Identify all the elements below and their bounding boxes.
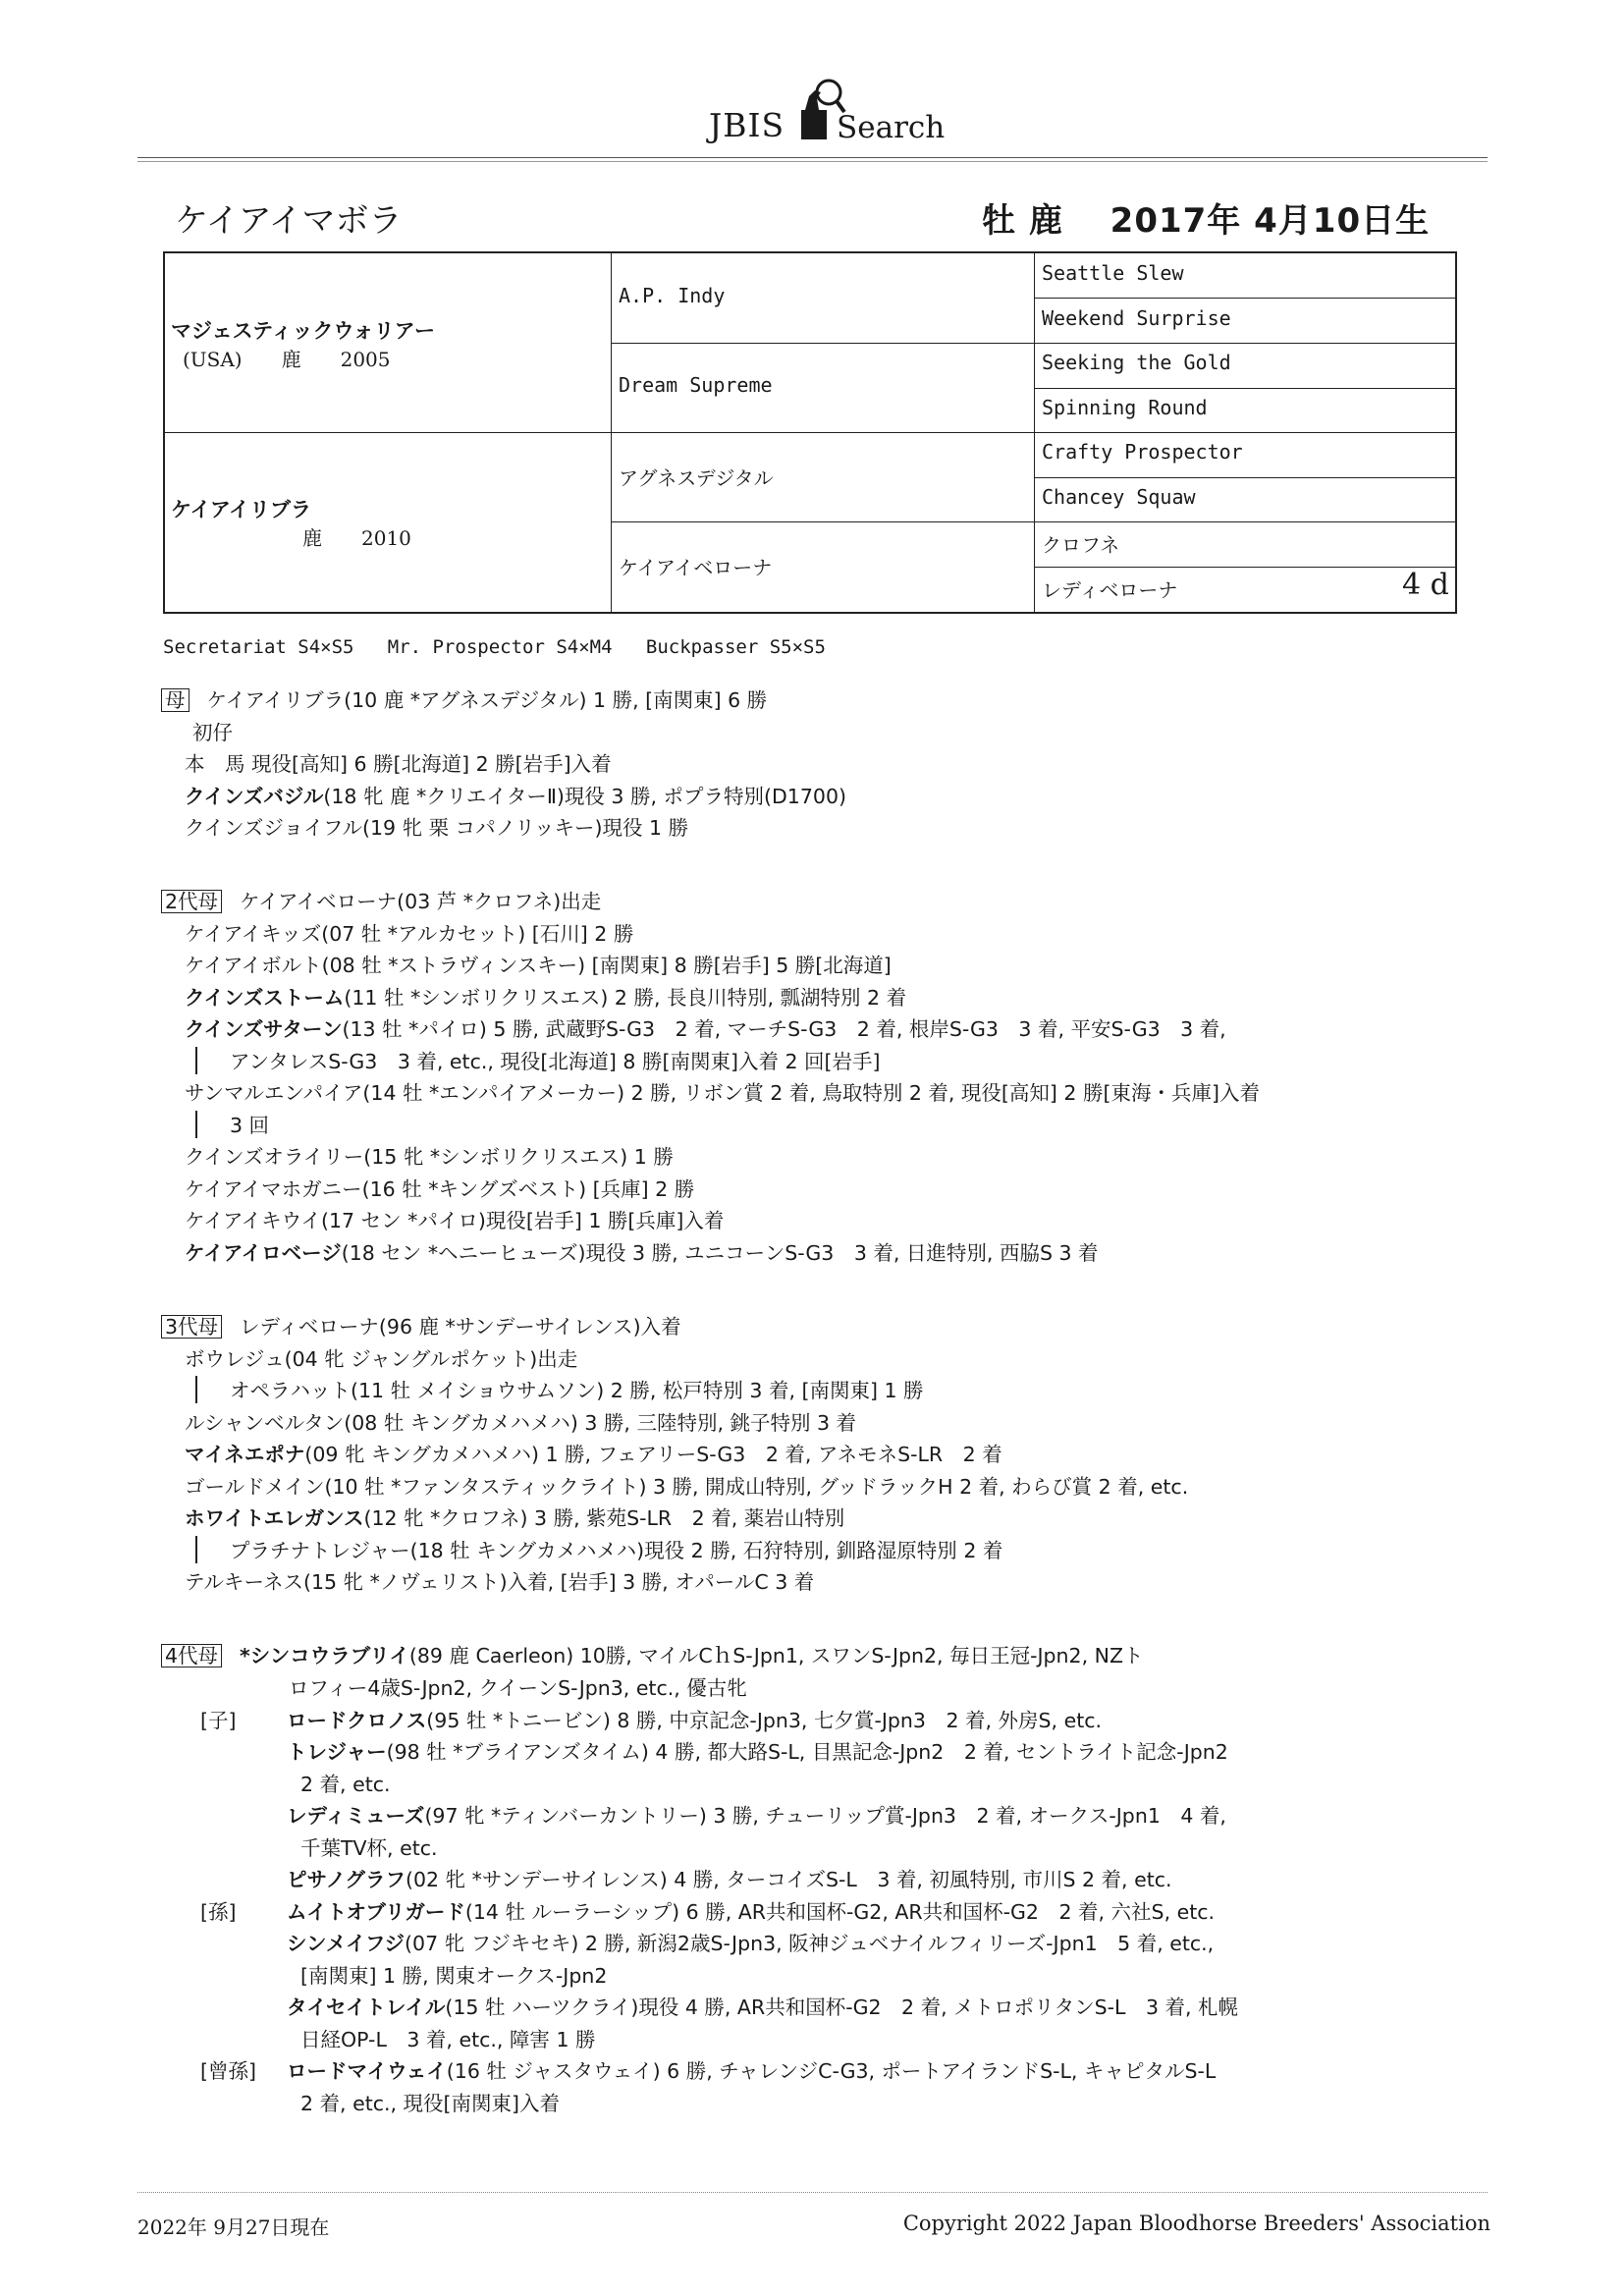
list-item: クインズサターン(13 牡 *パイロ) 5 勝, 武蔵野S-G3 2 着, マーチS-G3 2 着, 根岸S-G3 3 着, 平安S-G3 3 着, xyxy=(185,1017,1226,1041)
list-item-child: オペラハット(11 牡 メイショウサムソン) 2 勝, 松戸特別 3 着, [南関東] 1 勝 xyxy=(230,1379,924,1402)
list-item-continued: アンタレスS-G3 3 着, etc., 現役[北海道] 8 勝[南関東]入着 2 回[岩手] xyxy=(230,1050,881,1073)
copyright: Copyright 2022 Japan Bloodhorse Breeders' Association xyxy=(902,2212,1490,2235)
list-item: ケイアイロベージ(18 セン *ヘニーヒューズ)現役 3 勝, ユニコーンS-G3 3 着, 日進特別, 西脇S 3 着 xyxy=(185,1241,1099,1265)
gen3-7: クロフネ xyxy=(1042,533,1120,557)
jbis-search-logo[interactable] xyxy=(705,77,946,153)
list-item: ピサノグラフ(02 牝 *サンデーサイレンス) 4 勝, ターコイズS-L 3 着, 初風特別, 市川S 2 着, etc. xyxy=(287,1868,1172,1891)
list-item: ゴールドメイン(10 牡 *ファンタスティックライト) 3 勝, 開成山特別, グッドラックH 2 着, わらび賞 2 着, etc. xyxy=(185,1475,1189,1499)
continuation-bar xyxy=(195,1376,197,1403)
list-item: クインズオライリー(15 牝 *シンボリクリスエス) 1 勝 xyxy=(185,1145,674,1169)
list-item: ロードマイウェイ(16 牡 ジャスタウェイ) 6 勝, チャレンジC-G3, ポートアイランドS-L, キャピタルS-L xyxy=(287,2059,1217,2083)
dam-detail: 鹿 2010 xyxy=(302,526,411,550)
list-item: ホワイトエレガンス(12 牝 *クロフネ) 3 勝, 紫苑S-LR 2 着, 薬岩山特別 xyxy=(185,1506,845,1530)
list-item: テルキーネス(15 牝 *ノヴェリスト)入着, [岩手] 3 勝, オパールC 3 着 xyxy=(185,1570,815,1594)
continuation-bar xyxy=(195,1111,197,1138)
list-item: 初仔 xyxy=(192,721,233,744)
list-item: ルシャンベルタン(08 牡 キングカメハメハ) 3 勝, 三陸特別, 銚子特別 3 着 xyxy=(185,1411,857,1435)
gen3-5: Crafty Prospector xyxy=(1042,440,1243,464)
list-item-continued: 2 着, etc., 現役[南関東]入着 xyxy=(300,2092,561,2115)
horse-info: 牡 鹿 2017年 4月10日生 xyxy=(982,201,1431,241)
list-item: ケイアイキウイ(17 セン *パイロ)現役[岩手] 1 勝[兵庫]入着 xyxy=(185,1209,725,1232)
sire-name: マジェスティックウォリアー xyxy=(171,319,436,343)
generation-label-child: [子] xyxy=(200,1709,237,1732)
gen3-2: Weekend Surprise xyxy=(1042,306,1231,330)
list-item: サンマルエンパイア(14 牡 *エンパイアメーカー) 2 勝, リボン賞 2 着, 鳥取特別 2 着, 現役[高知] 2 勝[東海・兵庫]入着 xyxy=(185,1081,1260,1105)
list-item: ムイトオブリガード(14 牡 ルーラーシップ) 6 勝, AR共和国杯-G2, AR共和国杯-G2 2 着, 六社S, etc. xyxy=(287,1900,1216,1924)
section-tag: 4代母 xyxy=(161,1644,222,1667)
gen3-8: レディベローナ xyxy=(1042,578,1178,602)
gen3-3: Seeking the Gold xyxy=(1042,351,1231,374)
inbreeding-line: Secretariat S4×S5 Mr. Prospector S4×M4 Buckpasser S5×S5 xyxy=(163,636,826,658)
header-rule xyxy=(137,157,1488,158)
list-item: ケイアイボルト(08 牡 *ストラヴィンスキー) [南関東] 8 勝[岩手] 5 勝[北海道] xyxy=(185,954,892,977)
as-of-date: 2022年 9月27日現在 xyxy=(137,2215,330,2239)
list-item: レディミューズ(97 牝 *ティンバーカントリー) 3 勝, チューリップ賞-Jpn3 2 着, オークス-Jpn1 4 着, xyxy=(287,1804,1226,1828)
dam-sire: アグネスデジタル xyxy=(619,466,774,490)
list-item: 本 馬 現役[高知] 6 勝[北海道] 2 勝[岩手]入着 xyxy=(185,752,612,776)
section-head-continued: ロフィー4歳S-Jpn2, クイーンS-Jpn3, etc., 優古牝 xyxy=(289,1676,747,1700)
list-item: クインズストーム(11 牡 *シンボリクリスエス) 2 勝, 長良川特別, 瓢湖特別 2 着 xyxy=(185,986,907,1010)
horse-name: ケイアイマボラ xyxy=(175,201,403,241)
g3-section-head: 3代母 レディベローナ(96 鹿 *サンデーサイレンス)入着 xyxy=(161,1313,681,1340)
list-item: クインズジョイフル(19 牝 栗 コパノリッキー)現役 1 勝 xyxy=(185,816,689,840)
continuation-bar xyxy=(195,1047,197,1074)
list-item: クインズバジル(18 牝 鹿 *クリエイターⅡ)現役 3 勝, ポプラ特別(D1700) xyxy=(185,785,846,808)
g2-section-head: 2代母 ケイアイベローナ(03 芦 *クロフネ)出走 xyxy=(161,888,601,915)
logo-jbis-text: JBIS xyxy=(709,106,785,144)
gen3-4: Spinning Round xyxy=(1042,396,1208,419)
logo-search-text: Search xyxy=(837,110,946,145)
generation-label-grandchild: [孫] xyxy=(200,1900,237,1924)
dam-dam: ケイアイベローナ xyxy=(619,556,773,579)
list-item: ボウレジュ(04 牝 ジャングルポケット)出走 xyxy=(185,1347,578,1371)
dam-section-head: 母 ケイアイリブラ(10 鹿 *アグネスデジタル) 1 勝, [南関東] 6 勝 xyxy=(161,686,767,714)
list-item: トレジャー(98 牡 *ブライアンズタイム) 4 勝, 都大路S-L, 目黒記念-Jpn2 2 着, セントライト記念-Jpn2 xyxy=(287,1740,1228,1764)
list-item: ケイアイマホガニー(16 牡 *キングズベスト) [兵庫] 2 勝 xyxy=(185,1177,695,1201)
section-tag: 3代母 xyxy=(161,1315,222,1339)
sire-sire: A.P. Indy xyxy=(619,284,726,307)
gen3-1: Seattle Slew xyxy=(1042,261,1184,285)
list-item: タイセイトレイル(15 牡 ハーツクライ)現役 4 勝, AR共和国杯-G2 2 着, メトロポリタンS-L 3 着, 札幌 xyxy=(287,1995,1239,2019)
pedigree-table xyxy=(163,251,1457,614)
list-item: マイネエポナ(09 牝 キングカメハメハ) 1 勝, フェアリーS-G3 2 着, アネモネS-LR 2 着 xyxy=(185,1443,1002,1466)
gen3-6: Chancey Squaw xyxy=(1042,485,1196,509)
dam-name: ケイアイリブラ xyxy=(171,498,312,521)
sire-detail: (USA) 鹿 2005 xyxy=(183,348,391,371)
list-item-continued: 2 着, etc. xyxy=(300,1773,391,1796)
continuation-bar xyxy=(195,1536,197,1563)
list-item: シンメイフジ(07 牝 フジキセキ) 2 勝, 新潟2歳S-Jpn3, 阪神ジュベナイルフィリーズ-Jpn1 5 着, etc., xyxy=(287,1932,1215,1955)
section-tag: 母 xyxy=(161,688,189,712)
sire-dam: Dream Supreme xyxy=(619,373,773,397)
family-number: 4 d xyxy=(1402,568,1449,602)
generation-label-great-grandchild: [曾孫] xyxy=(200,2059,256,2083)
list-item-continued: 日経OP-L 3 着, etc., 障害 1 勝 xyxy=(300,2028,596,2051)
g4-section-head: 4代母 *シンコウラブリイ(89 鹿 Caerleon) 10勝, マイルCｈS-Jpn1, スワンS-Jpn2, 毎日王冠-Jpn2, NZト xyxy=(161,1642,1144,1669)
section-tag: 2代母 xyxy=(161,890,222,913)
header-rule-inner xyxy=(137,161,1488,162)
list-item: ロードクロノス(95 牡 *トニービン) 8 勝, 中京記念-Jpn3, 七夕賞-Jpn3 2 着, 外房S, etc. xyxy=(287,1709,1103,1732)
list-item-continued: 3 回 xyxy=(230,1114,270,1137)
list-item-continued: [南関東] 1 勝, 関東オークス-Jpn2 xyxy=(300,1964,608,1988)
list-item-continued: 千葉TV杯, etc. xyxy=(300,1836,438,1860)
footer-rule xyxy=(137,2192,1488,2193)
list-item: ケイアイキッズ(07 牡 *アルカセット) [石川] 2 勝 xyxy=(185,922,634,946)
list-item-child: プラチナトレジャー(18 牡 キングカメハメハ)現役 2 勝, 石狩特別, 釧路湿原特別 2 着 xyxy=(230,1539,1003,1562)
